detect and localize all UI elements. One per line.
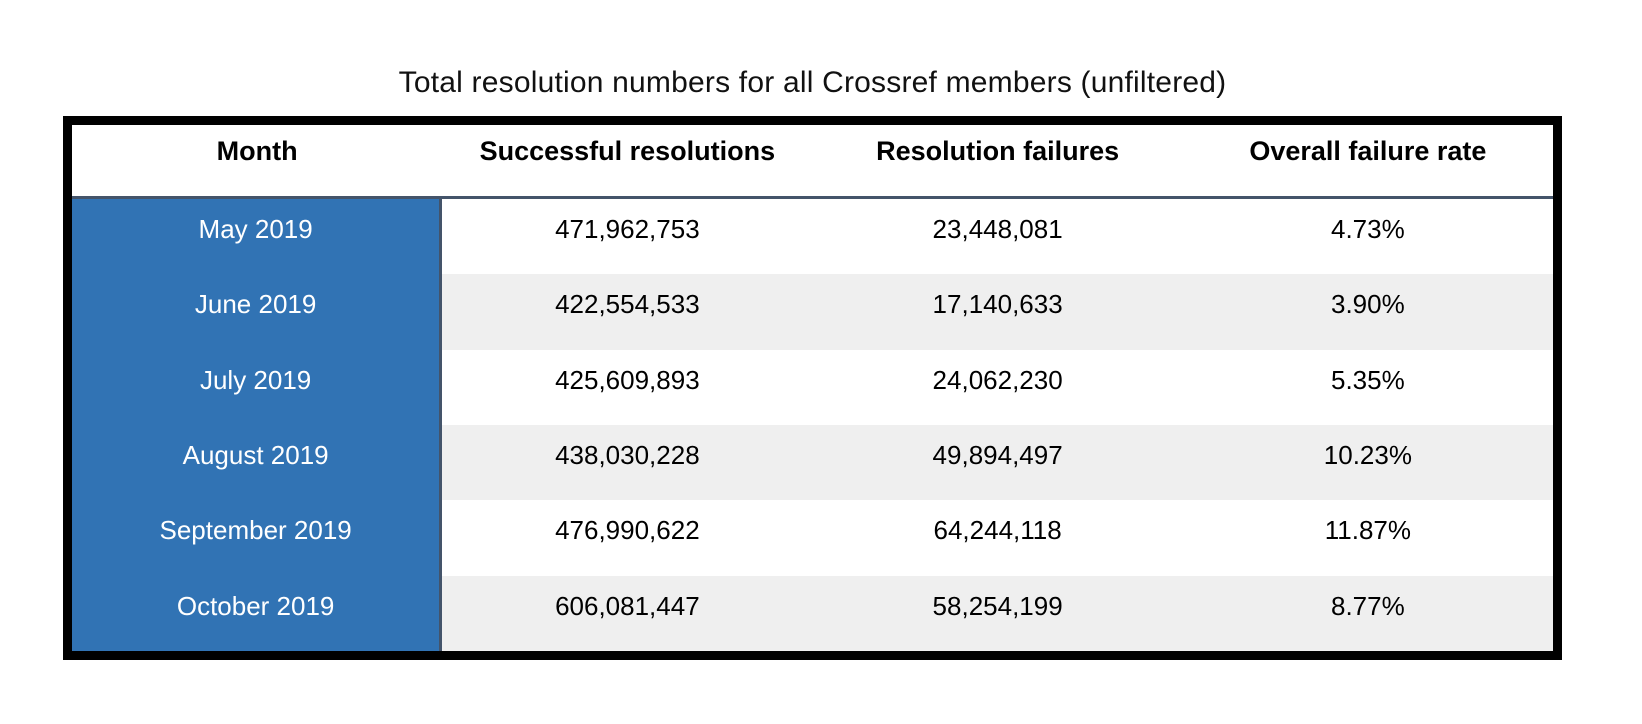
cell-successful: 438,030,228	[442, 425, 812, 500]
table-row	[72, 350, 1553, 425]
cell-failures: 49,894,497	[813, 425, 1183, 500]
table-row	[72, 500, 1553, 575]
table-row	[72, 576, 1553, 651]
cell-successful: 606,081,447	[442, 576, 812, 651]
cell-month: July 2019	[72, 350, 442, 425]
cell-failures: 58,254,199	[813, 576, 1183, 651]
cell-failures: 24,062,230	[932, 364, 1063, 395]
table-row	[72, 274, 1553, 349]
resolution-numbers-table	[63, 116, 1562, 660]
column-header-month: Month	[216, 136, 298, 166]
cell-successful: 422,554,533	[442, 274, 812, 349]
table-body	[72, 199, 1553, 651]
cell-successful: 425,609,893	[555, 364, 700, 395]
table-title: Total resolution numbers for all Crossref members (unfiltered)	[398, 66, 1227, 99]
cell-month: October 2019	[72, 576, 442, 651]
cell-month: August 2019	[72, 425, 442, 500]
cell-month: September 2019	[72, 500, 442, 575]
table-row	[72, 199, 1553, 274]
cell-successful: 476,990,622	[555, 515, 700, 546]
cell-failure-rate: 4.73%	[1331, 214, 1405, 244]
cell-month: May 2019	[72, 199, 442, 274]
cell-failures: 64,244,118	[933, 515, 1062, 546]
cell-failure-rate: 10.23%	[1183, 425, 1553, 500]
cell-failure-rate: 5.35%	[1331, 364, 1405, 395]
column-header-failures: Resolution failures	[876, 136, 1120, 166]
column-header-successful: Successful resolutions	[479, 136, 776, 166]
column-header-failure-rate: Overall failure rate	[1249, 136, 1487, 166]
cell-successful: 471,962,753	[555, 214, 700, 244]
cell-failure-rate: 11.87%	[1324, 515, 1411, 546]
table-row	[72, 425, 1553, 500]
cell-failure-rate: 8.77%	[1183, 576, 1553, 651]
cell-failures: 23,448,081	[932, 214, 1063, 244]
cell-month: June 2019	[72, 274, 442, 349]
table-header-row	[72, 125, 1553, 196]
cell-failure-rate: 3.90%	[1183, 274, 1553, 349]
cell-failures: 17,140,633	[813, 274, 1183, 349]
